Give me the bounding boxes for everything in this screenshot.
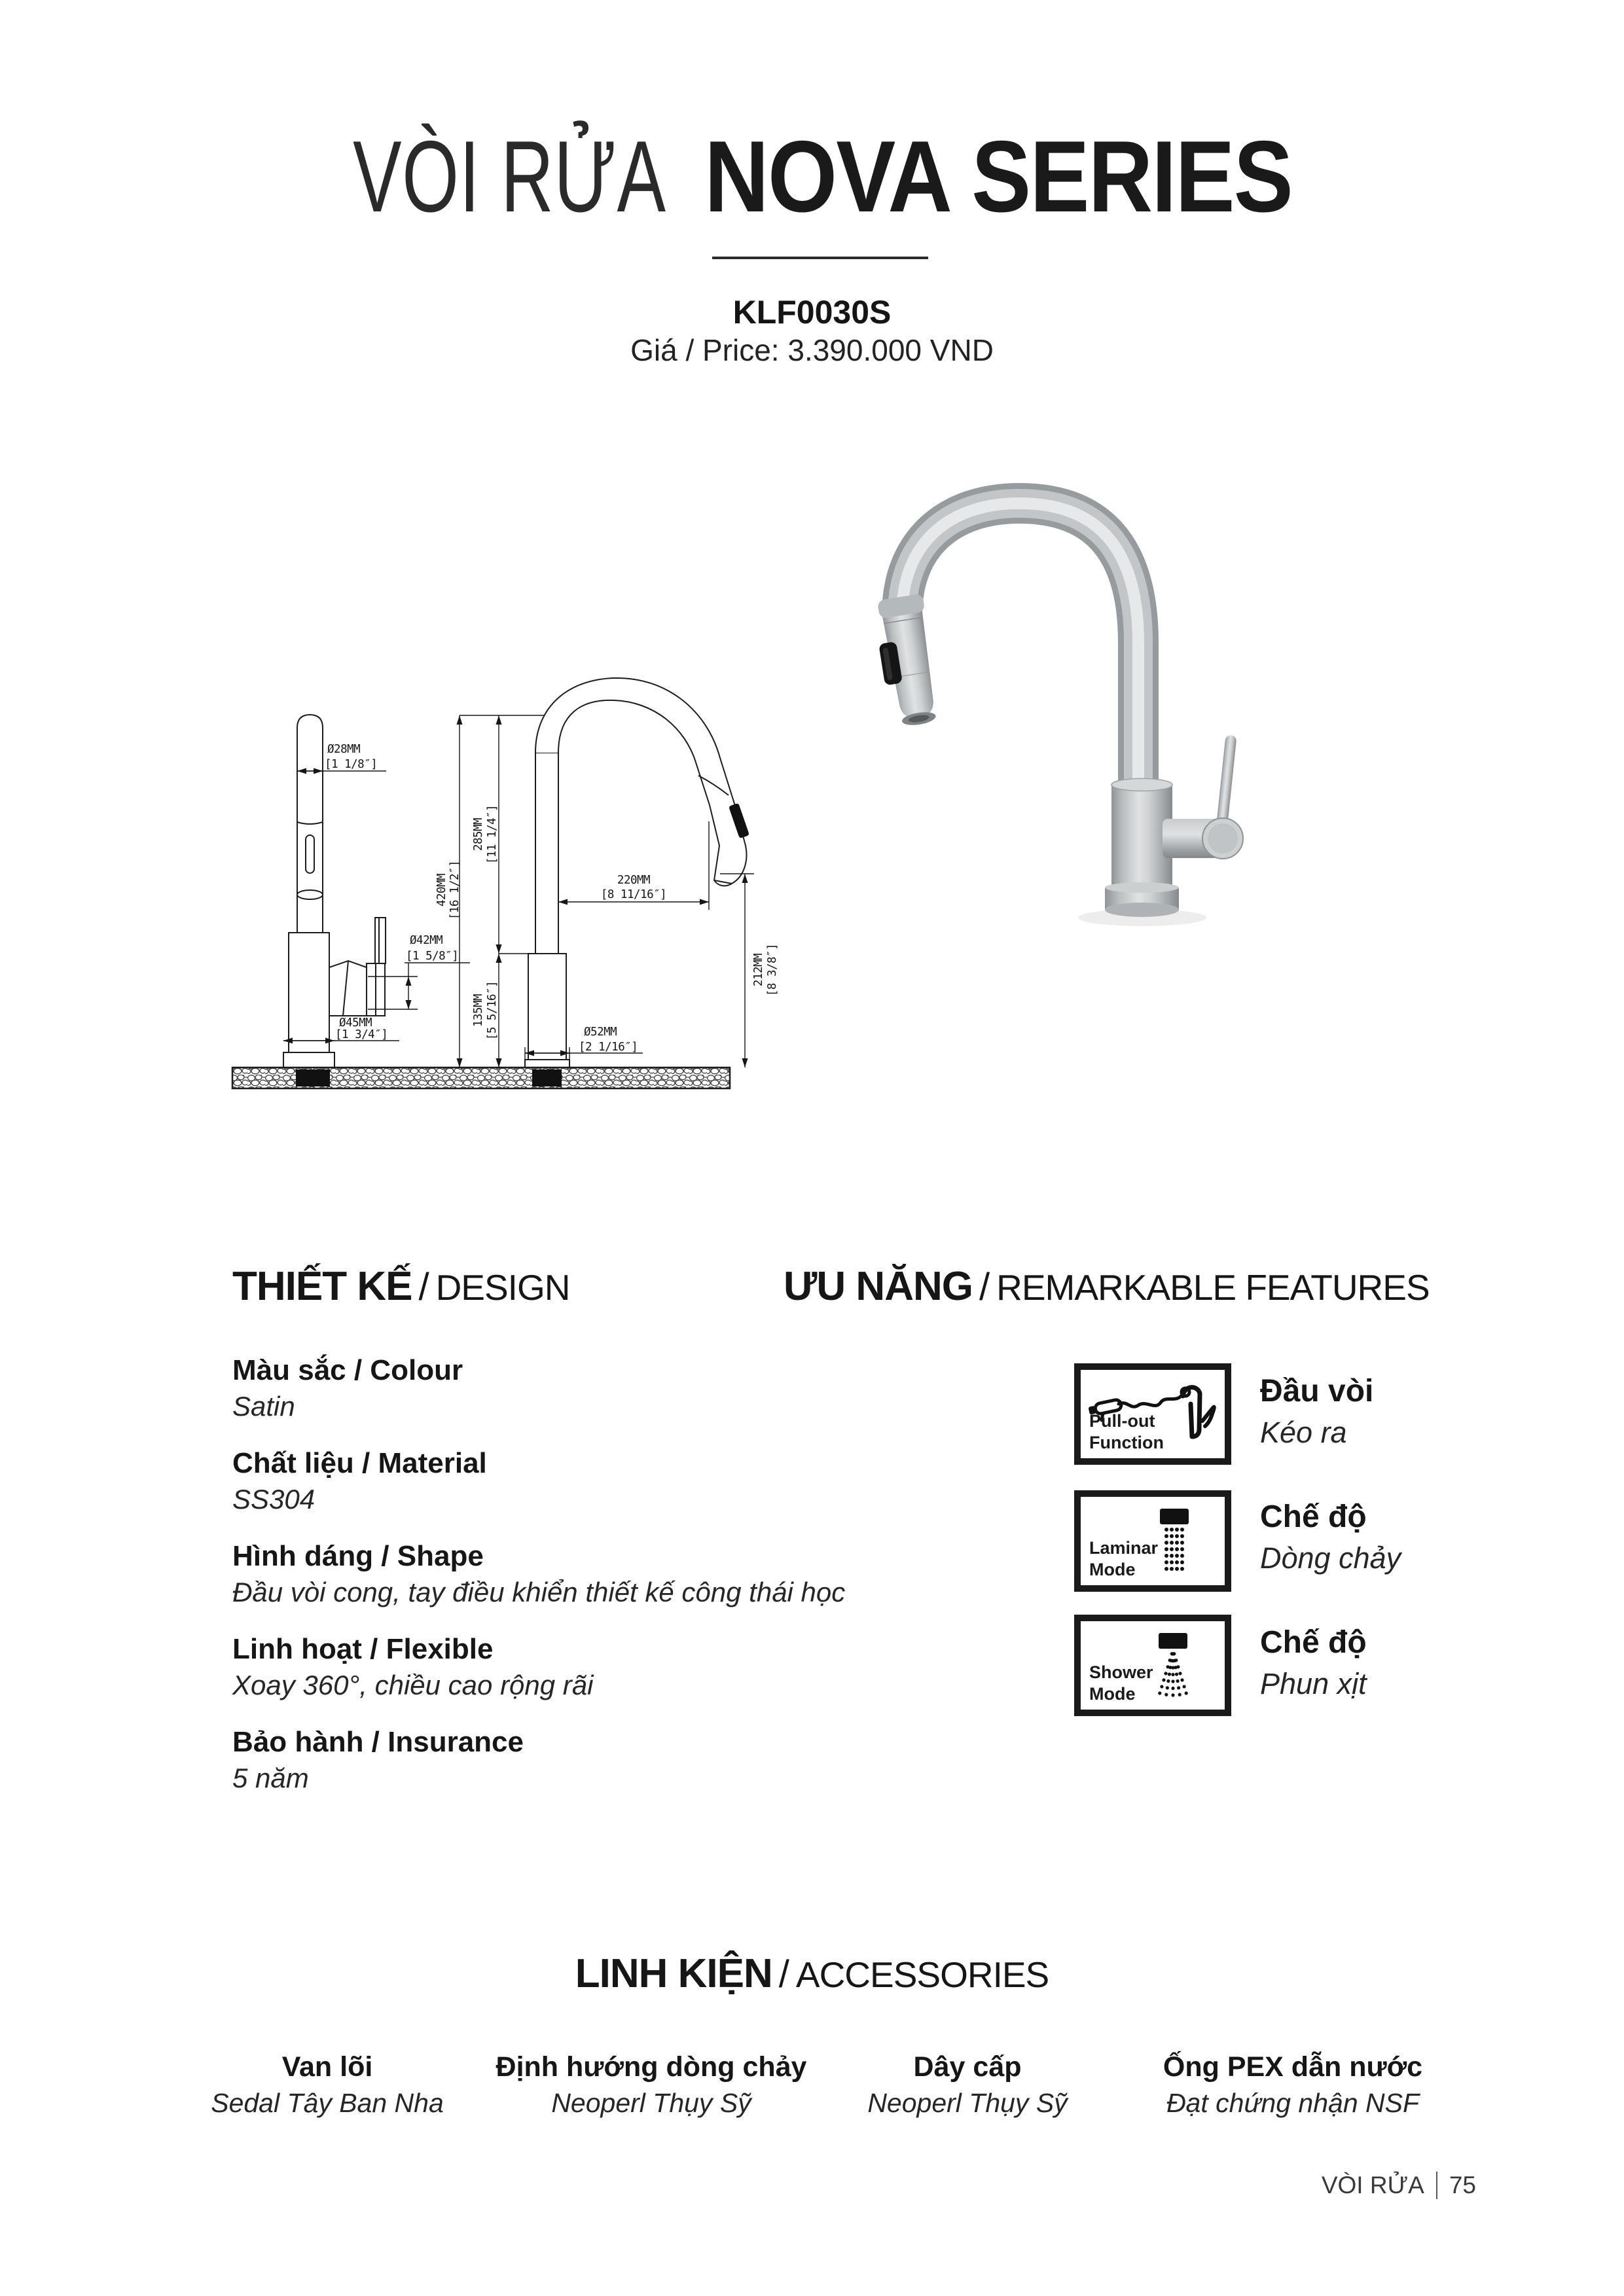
countertop: [232, 1067, 730, 1088]
base-flange: [1105, 882, 1179, 917]
svg-text:[8 11/16″]: [8 11/16″]: [600, 888, 667, 901]
svg-text:[1 5/8″]: [1 5/8″]: [406, 950, 459, 963]
feature-box-label: Pull-out Function: [1089, 1411, 1164, 1452]
accessory-aerator: Định hướng dòng chảy Neoperl Thụy Sỹ: [496, 2051, 807, 2118]
feature-box-pullout: [1074, 1363, 1231, 1465]
svg-text:[11 1/4″]: [11 1/4″]: [486, 804, 499, 865]
svg-text:135MM: 135MM: [472, 994, 485, 1028]
svg-text:[5 5/16″]: [5 5/16″]: [486, 980, 499, 1041]
feature-box-label: Shower Mode: [1089, 1662, 1153, 1704]
gooseneck-spout: [902, 503, 1138, 792]
technical-drawing: [177, 497, 805, 1139]
svg-text:Ø52MM: Ø52MM: [584, 1026, 617, 1039]
product-photo: [838, 452, 1257, 949]
svg-text:220MM: 220MM: [617, 874, 651, 887]
svg-text:285MM: 285MM: [472, 817, 485, 852]
spec-colour: Màu sắc / Colour Satin: [232, 1354, 463, 1422]
series-title: NOVA SERIES: [704, 120, 1293, 233]
svg-text:[1 3/4″]: [1 3/4″]: [335, 1028, 388, 1041]
spec-material: Chất liệu / Material SS304: [232, 1447, 487, 1515]
faucet-profile-view: [525, 678, 749, 1067]
svg-text:[8 3/8″]: [8 3/8″]: [766, 943, 779, 997]
feature-text-pullout: Đầu vòi Kéo ra: [1260, 1374, 1374, 1449]
feature-box-laminar: [1074, 1490, 1231, 1592]
spray-head: [872, 594, 943, 729]
footer-page-number: 75: [1449, 2172, 1476, 2198]
faucet-handle: [1163, 735, 1243, 859]
title-divider: [712, 257, 928, 259]
category-title: VÒI RỬA: [352, 120, 666, 233]
svg-text:Ø45MM: Ø45MM: [339, 1016, 372, 1030]
features-heading: ƯU NĂNG / REMARKABLE FEATURES: [784, 1264, 1430, 1309]
svg-text:[1 1/8″]: [1 1/8″]: [325, 758, 378, 771]
feature-text-laminar: Chế độ Dòng chảy: [1260, 1499, 1401, 1575]
price-label: Giá / Price: 3.390.000 VND: [630, 333, 994, 367]
svg-text:[2 1/16″]: [2 1/16″]: [579, 1041, 638, 1054]
feature-text-shower: Chế độ Phun xịt: [1260, 1625, 1367, 1700]
svg-text:Ø42MM: Ø42MM: [410, 934, 443, 947]
footer-section-label: VÒI RỬA: [1321, 2172, 1424, 2198]
svg-text:420MM: 420MM: [435, 873, 448, 907]
spec-shape: Hình dáng / Shape Đầu vòi cong, tay điều khiển thiết kế công thái học: [232, 1540, 846, 1607]
accessories-heading: LINH KIỆN / ACCESSORIES: [575, 1951, 1049, 1996]
page-title: [0, 120, 1624, 233]
accessory-valve: Van lõi Sedal Tây Ban Nha: [211, 2051, 444, 2118]
svg-text:212MM: 212MM: [752, 953, 765, 987]
spec-insurance: Bảo hành / Insurance 5 năm: [232, 1726, 524, 1793]
page-footer: [1322, 2172, 1476, 2199]
model-code: KLF0030S: [732, 294, 892, 331]
footer-divider: [1436, 2172, 1437, 2199]
svg-text:Ø28MM: Ø28MM: [327, 743, 361, 756]
feature-box-label: Laminar Mode: [1089, 1538, 1159, 1579]
spec-flexible: Linh hoạt / Flexible Xoay 360°, chiều cao rộng rãi: [232, 1633, 594, 1700]
accessory-hose: Dây cấp Neoperl Thụy Sỹ: [867, 2051, 1068, 2118]
design-heading: THIẾT KẾ / DESIGN: [232, 1264, 570, 1309]
svg-text:[16 1/2″]: [16 1/2″]: [448, 860, 461, 920]
feature-box-shower: [1074, 1615, 1231, 1716]
accessory-pex-pipe: Ống PEX dẫn nước Đạt chứng nhận NSF: [1163, 2051, 1423, 2118]
design-spec-list: [232, 1352, 846, 1817]
